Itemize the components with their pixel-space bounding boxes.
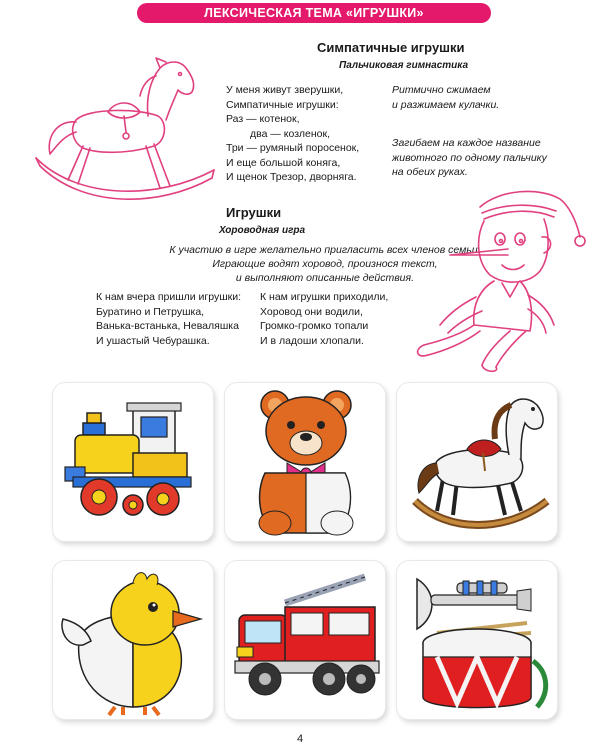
- poem-line: У меня живут зверушки,: [226, 84, 344, 96]
- verse-line: К нам вчера пришли игрушки:: [96, 291, 242, 303]
- verse-line: И ушастый Чебурашка.: [96, 334, 210, 347]
- section1-action-2: [392, 136, 547, 180]
- verse-line: Ванька-встанька, Неваляшка: [96, 320, 239, 332]
- action-line: Загибаем на каждое название: [392, 137, 541, 149]
- action-line: на обеих руках.: [392, 166, 468, 178]
- section2-subtitle: Хороводная игра: [219, 225, 306, 236]
- section1-title: Симпатичные игрушки: [317, 40, 465, 55]
- verse-line: Громко-громко топали: [260, 320, 369, 332]
- instruction-line: К участию в игре желательно пригласить всех членов семьи.: [169, 244, 481, 256]
- section1-action-1: [392, 83, 499, 112]
- card-toy-chick: [53, 561, 213, 719]
- page-number: 4: [296, 733, 304, 745]
- section2-verse-right: [260, 290, 388, 348]
- instruction-line: и выполняют описанные действия.: [235, 272, 415, 284]
- poem-line: И щенок Трезор, дворняга.: [226, 171, 357, 183]
- card-toy-train: [53, 383, 213, 541]
- verse-line: Хоровод они водили,: [260, 305, 363, 318]
- poem-line: И еще большой коняга,: [226, 156, 341, 169]
- verse-line: Буратино и Петрушка,: [96, 305, 205, 318]
- poem-line: Симпатичные игрушки:: [226, 98, 339, 111]
- rocking-horse-icon: [397, 383, 557, 541]
- verse-line: К нам игрушки приходили,: [260, 291, 389, 303]
- pinocchio-outline-icon: [410, 185, 590, 375]
- action-line: и разжимаем кулачки.: [392, 98, 500, 111]
- action-line: животного по одному пальчику: [392, 151, 547, 164]
- teddy-bear-icon: [225, 383, 385, 541]
- section2-verse-left: [96, 290, 241, 348]
- poem-line: Три — румяный поросенок,: [226, 142, 360, 154]
- poem-line: Раз — котенок,: [226, 113, 300, 125]
- card-fire-truck: [225, 561, 385, 719]
- card-drum-and-trumpet: [397, 561, 557, 719]
- card-teddy-bear: [225, 383, 385, 541]
- instruction-line: Играющие водят хоровод, произнося текст,: [212, 258, 438, 270]
- section2-title: Игрушки: [226, 205, 282, 220]
- rocking-horse-outline-icon: [28, 50, 218, 210]
- card-rocking-horse: [397, 383, 557, 541]
- verse-line: И в ладоши хлопали.: [260, 334, 364, 347]
- section1-subtitle: Пальчиковая гимнастика: [339, 60, 469, 71]
- section1-poem: [226, 83, 359, 185]
- toy-chick-icon: [53, 561, 213, 719]
- fire-truck-icon: [225, 561, 385, 719]
- toy-train-icon: [53, 383, 213, 541]
- poem-line: два — козленок,: [250, 127, 331, 140]
- action-line: Ритмично сжимаем: [392, 84, 491, 96]
- page-banner: ЛЕКСИЧЕСКАЯ ТЕМА «ИГРУШКИ»: [137, 3, 491, 23]
- drum-and-trumpet-icon: [397, 561, 557, 719]
